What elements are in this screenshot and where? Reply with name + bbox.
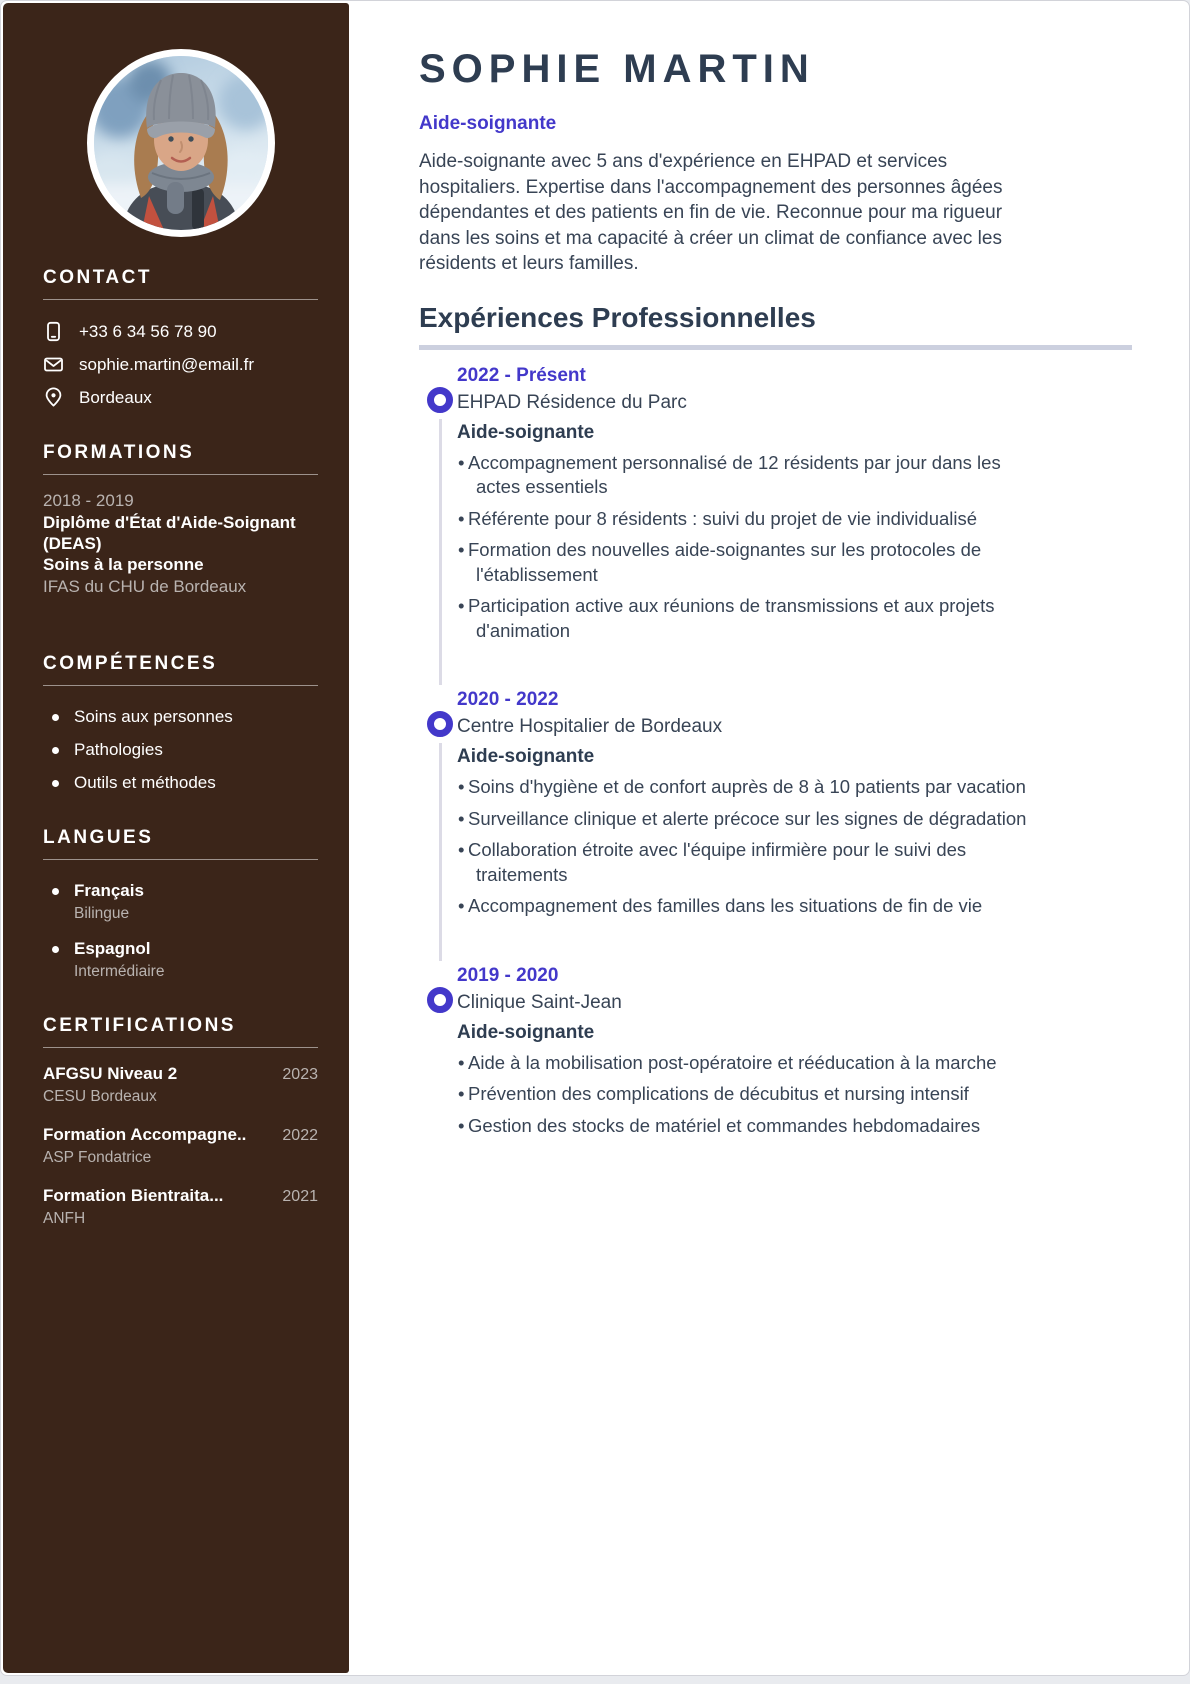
experience-bullet: • Collaboration étroite avec l'équipe infirmière pour le suivi des traitements — [457, 838, 1027, 887]
bullet-dot-icon — [52, 780, 59, 787]
experience-role: Aide-soignante — [457, 1021, 595, 1043]
bullet-dot-icon — [52, 946, 59, 953]
bullet-dot-icon — [52, 747, 59, 754]
langues-list — [43, 881, 318, 981]
language-name: Espagnol — [74, 939, 151, 958]
experience-role: Aide-soignante — [457, 421, 595, 443]
language-name-row — [43, 881, 318, 901]
certification-name: Formation Bientraita... — [43, 1186, 224, 1205]
location-icon — [43, 387, 64, 408]
experience-bullet-list — [457, 451, 1027, 644]
timeline-marker-icon — [427, 387, 453, 413]
certification-org: ASP Fondatrice — [43, 1149, 152, 1166]
sidebar — [3, 3, 349, 1673]
education-item — [43, 490, 318, 619]
certification-year: 2021 — [282, 1188, 318, 1205]
education-specialty: Soins à la personne — [43, 555, 204, 574]
contact-email: sophie.martin@email.fr — [79, 354, 255, 374]
bullet-dot-icon — [52, 888, 59, 895]
competence-item — [43, 773, 318, 793]
bullet-dot-icon — [52, 714, 59, 721]
contact-heading: CONTACT — [43, 267, 318, 300]
education-period: 2018 - 2019 — [43, 491, 134, 510]
language-item — [43, 881, 318, 923]
education-degree: Diplôme d'État d'Aide-Soignant (DEAS) — [43, 513, 296, 553]
experiences-heading: Expériences Professionnelles — [419, 301, 816, 333]
experience-company: Centre Hospitalier de Bordeaux — [457, 716, 723, 737]
experience-entry — [419, 689, 1027, 919]
certification-name: AFGSU Niveau 2 — [43, 1064, 178, 1083]
profile-photo — [87, 49, 275, 237]
competences-list — [43, 707, 318, 793]
main-content — [349, 3, 1187, 1673]
competence-label: Outils et méthodes — [74, 773, 216, 792]
certifications-heading: CERTIFICATIONS — [43, 1015, 318, 1048]
language-level: Bilingue — [74, 905, 130, 922]
language-item — [43, 939, 318, 981]
certification-name: Formation Accompagne.. — [43, 1125, 247, 1144]
experience-entry — [419, 365, 1027, 644]
competence-label: Pathologies — [74, 740, 163, 759]
person-name: SOPHIE MARTIN — [419, 47, 815, 91]
experience-period: 2022 - Présent — [457, 364, 586, 386]
certification-year: 2022 — [282, 1127, 318, 1144]
certification-org: ANFH — [43, 1210, 86, 1227]
langues-heading: LANGUES — [43, 827, 318, 860]
experience-bullet: • Référente pour 8 résidents : suivi du projet de vie individualisé — [457, 507, 1027, 532]
experience-bullet-list — [457, 775, 1027, 919]
language-name-row — [43, 939, 318, 959]
certification-title-row — [43, 1064, 318, 1084]
competence-item — [43, 707, 318, 727]
experience-bullet: • Prévention des complications de décubitus et nursing intensif — [457, 1082, 1027, 1107]
experience-bullet: • Soins d'hygiène et de confort auprès de 8 à 10 patients par vacation — [457, 775, 1027, 800]
certification-title-row — [43, 1186, 318, 1206]
certification-org: CESU Bordeaux — [43, 1088, 157, 1105]
experience-company: EHPAD Résidence du Parc — [457, 391, 687, 413]
language-name: Français — [74, 881, 144, 900]
experience-bullet: • Accompagnement des familles dans les situations de fin de vie — [457, 894, 1027, 919]
certification-item — [43, 1186, 318, 1228]
competences-heading: COMPÉTENCES — [43, 653, 318, 686]
certifications-list — [43, 1064, 318, 1228]
formations-heading: FORMATIONS — [43, 442, 318, 475]
contact-phone: +33 6 34 56 78 90 — [79, 321, 217, 341]
competence-label: Soins aux personnes — [74, 707, 233, 726]
phone-icon — [43, 321, 64, 342]
experience-bullet: • Surveillance clinique et alerte précoce sur les signes de dégradation — [457, 807, 1027, 832]
experience-role: Aide-soignante — [457, 746, 595, 767]
contact-email-row — [43, 354, 318, 375]
competence-item — [43, 740, 318, 760]
experience-bullet: • Aide à la mobilisation post-opératoire et rééducation à la marche — [457, 1051, 1027, 1076]
education-school: IFAS du CHU de Bordeaux — [43, 577, 247, 596]
contact-location-row — [43, 387, 318, 408]
certification-item — [43, 1064, 318, 1106]
experience-bullet: • Formation des nouvelles aide-soignantes sur les protocoles de l'établissement — [457, 538, 1027, 587]
portrait-illustration — [94, 56, 268, 230]
heading-underline — [419, 345, 1132, 350]
timeline-marker-icon — [427, 711, 453, 737]
certification-item — [43, 1125, 318, 1167]
language-level: Intermédiaire — [74, 963, 165, 980]
contact-phone-row — [43, 321, 318, 342]
experience-bullet-list — [457, 1051, 1027, 1139]
experience-entry — [419, 965, 1027, 1139]
certification-year: 2023 — [282, 1066, 318, 1083]
mail-icon — [43, 354, 64, 375]
timeline-marker-icon — [427, 987, 453, 1013]
experience-period: 2019 - 2020 — [457, 964, 559, 986]
summary-paragraph: Aide-soignante avec 5 ans d'expérience en EHPAD et services hospitaliers. Expertise dans l'accompagnement des personnes âgées dépendantes et des patients en fin de vie. Reconnue pour ma rigueur dans les soins et ma capacité à créer un climat de confiance avec les résidents et leurs familles. — [419, 151, 1003, 274]
experience-bullet: • Accompagnement personnalisé de 12 résidents par jour dans les actes essentiels — [457, 451, 1027, 500]
experience-timeline — [419, 365, 1132, 1139]
experience-period: 2020 - 2022 — [457, 689, 559, 710]
contact-location: Bordeaux — [79, 387, 152, 407]
certification-title-row — [43, 1125, 318, 1145]
experience-bullet: • Gestion des stocks de matériel et commandes hebdomadaires — [457, 1114, 1027, 1139]
person-job-title: Aide-soignante — [419, 113, 557, 134]
contact-list — [43, 321, 318, 408]
experience-company: Clinique Saint-Jean — [457, 991, 622, 1013]
experience-bullet: • Participation active aux réunions de transmissions et aux projets d'animation — [457, 594, 1027, 643]
